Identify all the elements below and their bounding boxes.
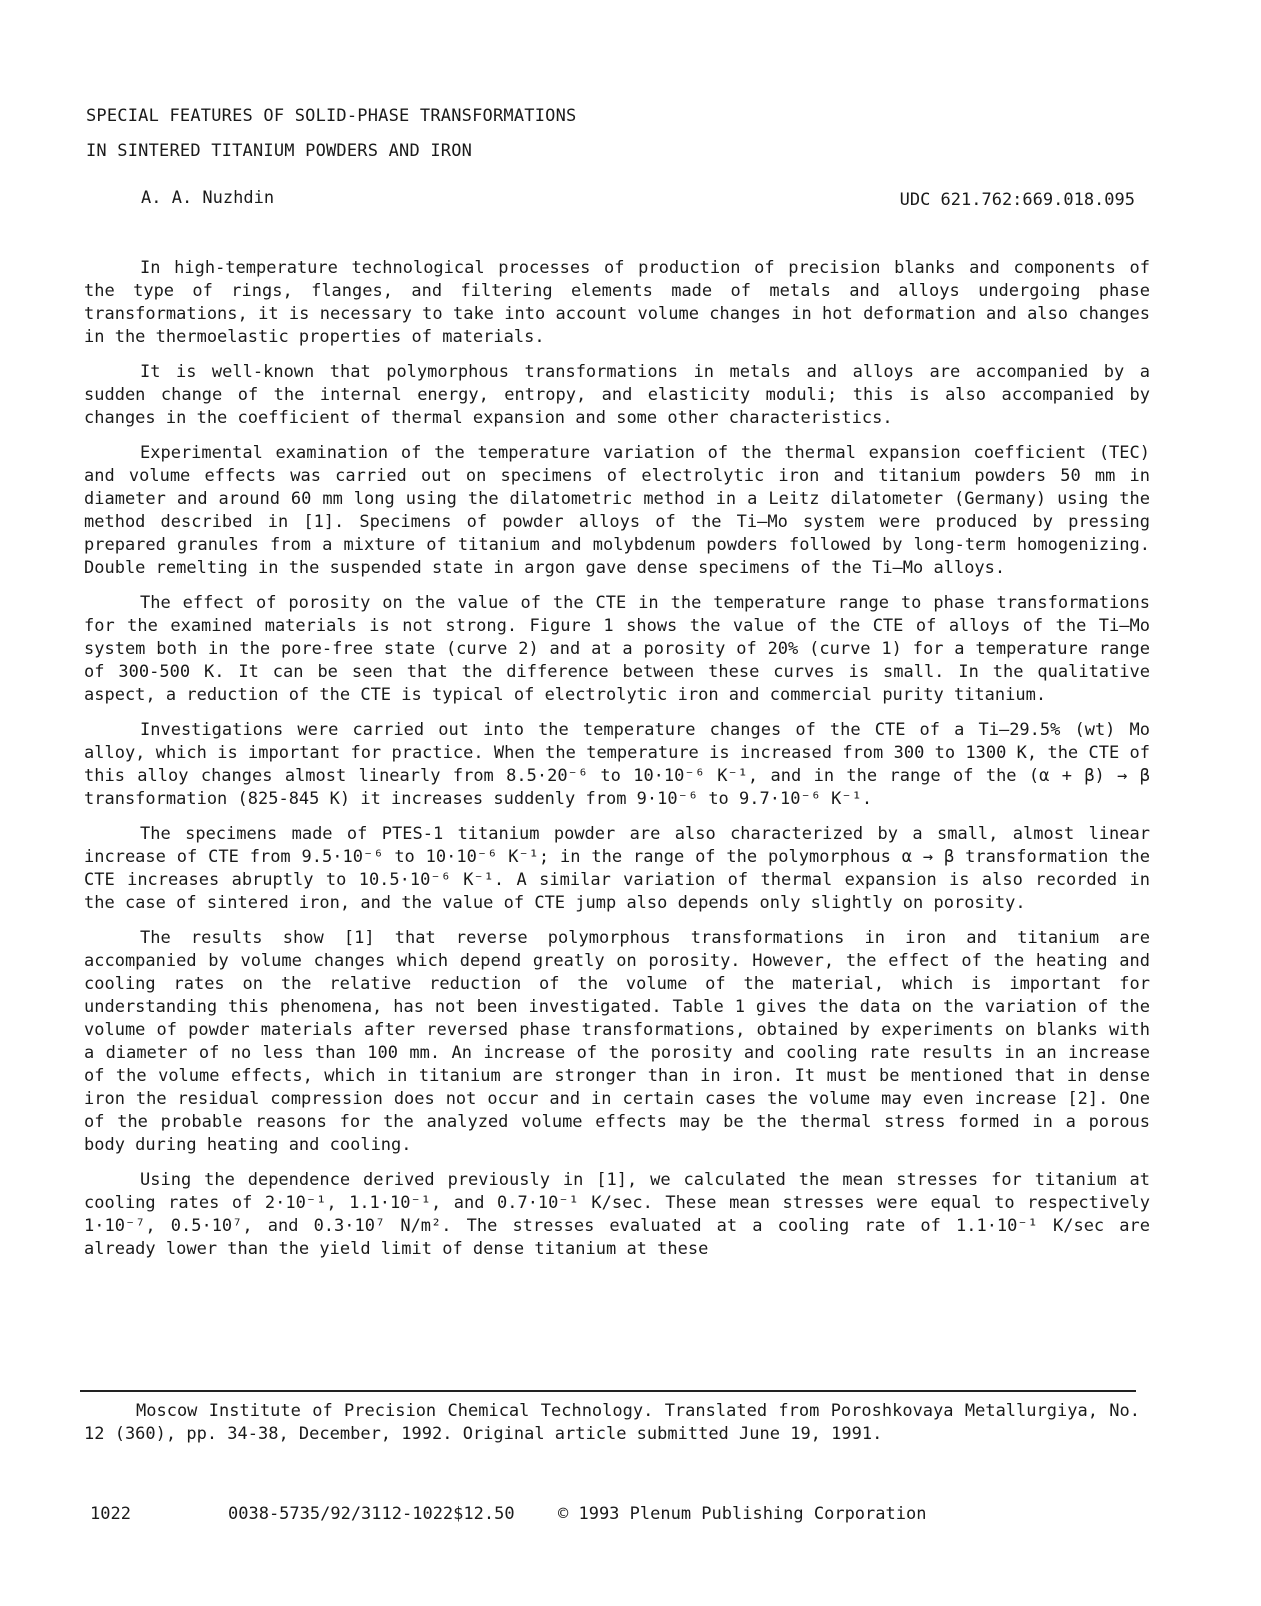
paragraph-7: The results show [1] that reverse polymorphous transformations in iron and titanium are accompanied by volume changes which depend greatly on porosity. However, the effect of the heating and cooling rates on the relative reduction of the volume of the material, which is important for understanding this phenomena, has not been investigated. Table 1 gives the data on the variation of the volume of powder materials after reversed phase transformations, obtained by experiments on blanks with a diameter of no less than 100 mm. An increase of the porosity and cooling rate results in an increase of the volume effects, which in titanium are stronger than in iron. It must be mentioned that in dense iron the residual compression does not occur and in certain cases the volume may even increase [2]. One of the probable reasons for the analyzed volume effects may be the thermal stress formed in a porous body during heating and cooling. — [84, 928, 1150, 1155]
article-title-line-2: IN SINTERED TITANIUM POWDERS AND IRON — [86, 141, 473, 161]
paragraph-3: Experimental examination of the temperature variation of the thermal expansion coefficient (TEC) and volume effects was carried out on specimens of electrolytic iron and titanium powders 50 mm in diameter and around 60 mm long using the dilatometric method in a Leitz dilatometer (Germany) using the method described in [1]. Specimens of powder alloys of the Ti–Mo system were produced by pressing prepared granules from a mixture of titanium and molybdenum powders followed by long-term homogenizing. Double remelting in the suspended state in argon gave dense specimens of the Ti–Mo alloys. — [84, 443, 1150, 578]
journal-code: 0038-5735/92/3112-1022$12.50 — [228, 1504, 515, 1524]
paragraph-5: Investigations were carried out into the temperature changes of the CTE of a Ti–29.5% (wt) Mo alloy, which is important for practice. When the temperature is increased from 300 to 1300 K, the CTE of this alloy changes almost linearly from 8.5·20⁻⁶ to 10·10⁻⁶ K⁻¹, and in the range of the (α + β) → β transformation (825-845 K) it increases suddenly from 9·10⁻⁶ to 9.7·10⁻⁶ K⁻¹. — [84, 720, 1150, 809]
article-body — [84, 257, 1150, 1273]
paragraph-2: It is well-known that polymorphous transformations in metals and alloys are accompanied by a sudden change of the internal energy, entropy, and elasticity moduli; this is also accompanied by changes in the coefficient of thermal expansion and some other characteristics. — [84, 362, 1150, 428]
paragraph-1: In high-temperature technological processes of production of precision blanks and components of the type of rings, flanges, and filtering elements made of metals and alloys undergoing phase transformations, it is necessary to take into account volume changes in hot deformation and also changes in the thermoelastic properties of materials. — [84, 258, 1150, 347]
paragraph-4: The effect of porosity on the value of the CTE in the temperature range to phase transformations for the examined materials is not strong. Figure 1 shows the value of the CTE of alloys of the Ti–Mo system both in the pore-free state (curve 2) and at a porosity of 20% (curve 1) for a temperature range of 300-500 K. It can be seen that the difference between these curves is small. In the qualitative aspect, a reduction of the CTE is typical of electrolytic iron and commercial purity titanium. — [84, 593, 1150, 705]
copyright-notice: © 1993 Plenum Publishing Corporation — [558, 1504, 927, 1524]
article-title-line-1: SPECIAL FEATURES OF SOLID-PHASE TRANSFORMATIONS — [86, 106, 577, 126]
udc-code: UDC 621.762:669.018.095 — [899, 190, 1135, 210]
author-name: A. A. Nuzhdin — [141, 188, 275, 208]
paragraph-8: Using the dependence derived previously in [1], we calculated the mean stresses for titanium at cooling rates of 2·10⁻¹, 1.1·10⁻¹, and 0.7·10⁻¹ K/sec. These mean stresses were equal to respectively 1·10⁻⁷, 0.5·10⁷, and 0.3·10⁷ N/m². The stresses evaluated at a cooling rate of 1.1·10⁻¹ K/sec are already lower than the yield limit of dense titanium at these — [84, 1170, 1150, 1259]
footnote-divider — [80, 1390, 1136, 1392]
footnote-affiliation: Moscow Institute of Precision Chemical Technology. Translated from Poroshkovaya Metallurgiya, No. 12 (360), pp. 34-38, December, 1992. Original article submitted June 19, 1991. — [84, 1401, 1140, 1444]
paragraph-6: The specimens made of PTES-1 titanium powder are also characterized by a small, almost linear increase of CTE from 9.5·10⁻⁶ to 10·10⁻⁶ K⁻¹; in the range of the polymorphous α → β transformation the CTE increases abruptly to 10.5·10⁻⁶ K⁻¹. A similar variation of thermal expansion is also recorded in the case of sintered iron, and the value of CTE jump also depends only slightly on porosity. — [84, 824, 1150, 913]
page-number: 1022 — [90, 1504, 131, 1524]
